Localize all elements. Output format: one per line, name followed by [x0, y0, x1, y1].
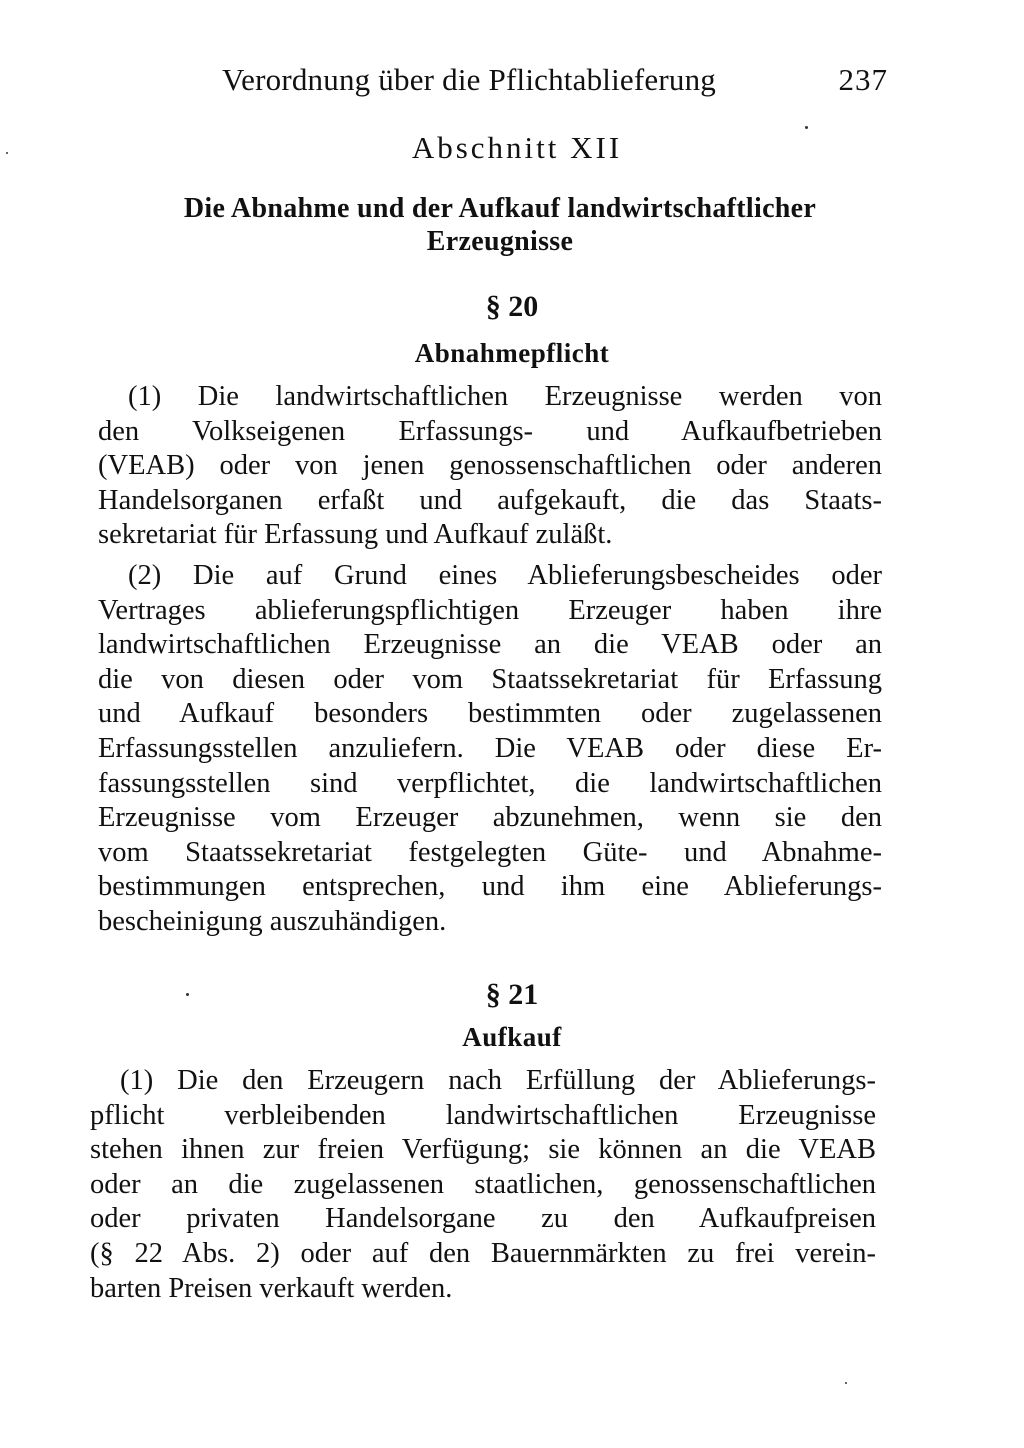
section-title: [120, 192, 880, 258]
text-line: den Volkseigenen Erfassungs- und Aufkaufbetrieben: [98, 415, 882, 447]
text-line: Erzeugnisse vom Erzeuger abzunehmen, wenn sie den: [98, 802, 882, 834]
text-line: und Aufkauf besonders bestimmten oder zugelassenen: [98, 698, 882, 730]
text-line: barten Preisen verkauft werden.: [90, 1272, 453, 1304]
text-line: die von diesen oder vom Staatssekretariat für Erfassung: [98, 663, 882, 695]
text-line: stehen ihnen zur freien Verfügung; sie können an die VEAB: [90, 1134, 876, 1166]
clause: [90, 1064, 876, 1306]
text-line: Erfassungsstellen anzuliefern. Die VEAB oder diese Er-: [98, 732, 882, 764]
clause: [98, 559, 882, 940]
text-line: Handelsorganen erfaßt und aufgekauft, die das Staats-: [98, 484, 882, 516]
scan-speck: [805, 126, 808, 129]
text-line: Vertrages ablieferungspflichtigen Erzeuger haben ihre: [98, 594, 882, 626]
scan-speck: [186, 993, 189, 996]
running-header: [222, 62, 888, 102]
text-line: oder an die zugelassenen staatlichen, genossenschaftlichen: [90, 1168, 876, 1200]
text-line: (1) Die den Erzeugern nach Erfüllung der Ablieferungs-: [120, 1065, 876, 1096]
text-line: oder privaten Handelsorgane zu den Aufkaufpreisen: [90, 1203, 876, 1235]
scan-speck: [845, 1382, 847, 1384]
text-line: bestimmungen entsprechen, und ihm eine Ablieferungs-: [98, 871, 882, 903]
section-title-line: Die Abnahme und der Aufkauf landwirtschaftlicher: [183, 193, 817, 224]
text-line: fassungsstellen sind verpflichtet, die landwirtschaftlichen: [98, 767, 882, 799]
clause: [98, 380, 882, 553]
section-label: Abschnitt XII: [411, 130, 623, 165]
paragraph-body: [98, 380, 882, 940]
running-title: Verordnung über die Pflichtablieferung: [222, 62, 716, 97]
text-line: (2) Die auf Grund eines Ablieferungsbescheides oder: [128, 559, 882, 591]
text-line: (1) Die landwirtschaftlichen Erzeugnisse werden von: [128, 381, 882, 412]
section-title-line: Erzeugnisse: [426, 226, 574, 257]
paragraph-number: § 21: [485, 978, 539, 1011]
text-line: landwirtschaftlichen Erzeugnisse an die VEAB oder an: [98, 629, 882, 661]
text-line: (VEAB) oder von jenen genossenschaftlichen oder anderen: [98, 450, 882, 482]
text-line: (§ 22 Abs. 2) oder auf den Bauernmärkten zu frei verein-: [90, 1237, 876, 1269]
paragraph-heading: Aufkauf: [462, 1022, 562, 1052]
scan-speck: [6, 152, 8, 154]
paragraph-body: [90, 1064, 876, 1306]
paragraph-number: § 20: [485, 290, 539, 323]
page-number: 237: [838, 62, 888, 97]
text-line: vom Staatssekretariat festgelegten Güte- und Abnahme-: [98, 836, 882, 868]
paragraph-heading: Abnahmepflicht: [414, 338, 610, 368]
text-line: sekretariat für Erfassung und Aufkauf zuläßt.: [98, 519, 613, 551]
text-line: bescheinigung auszuhändigen.: [98, 905, 447, 937]
text-line: pflicht verbleibenden landwirtschaftlichen Erzeugnisse: [90, 1099, 876, 1131]
